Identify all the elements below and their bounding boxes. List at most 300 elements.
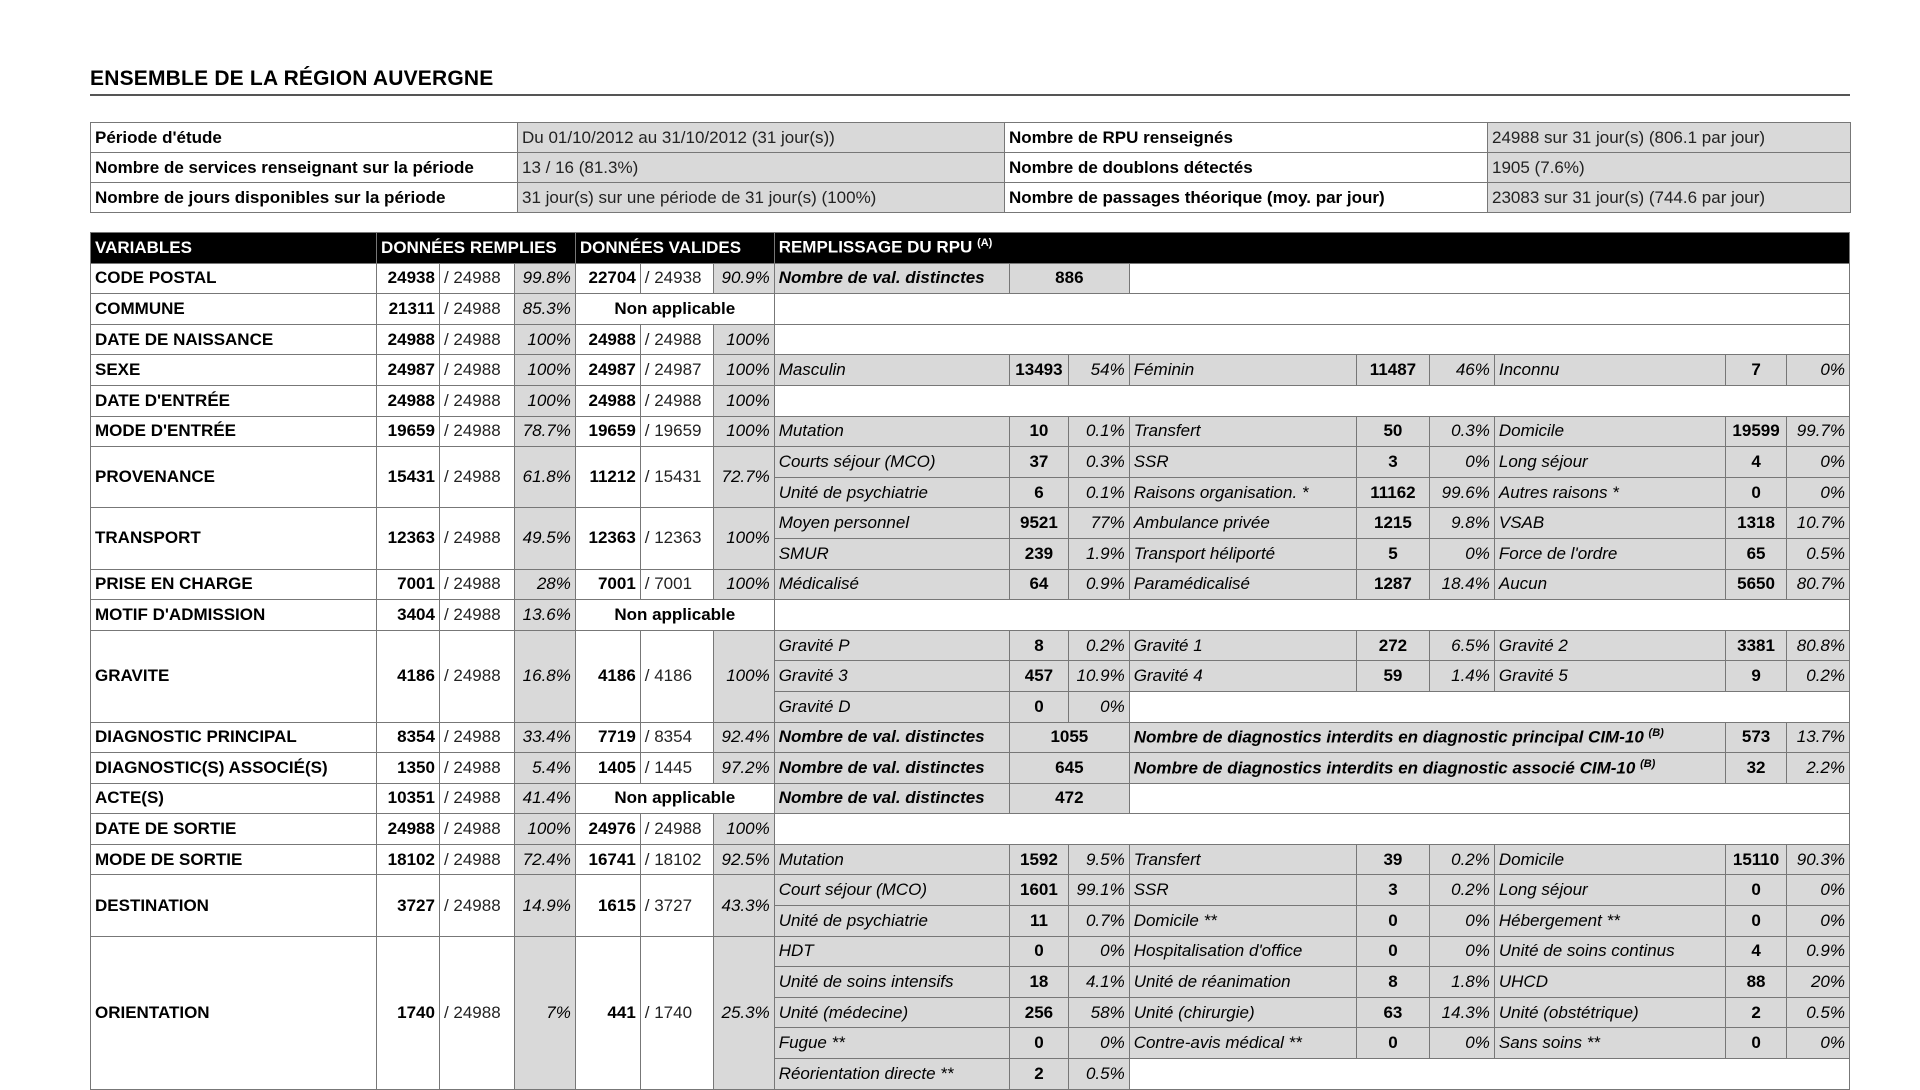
- filled-total: / 24988: [439, 783, 514, 814]
- table-row: [91, 447, 1850, 478]
- category-label: Unité de psychiatrie: [774, 477, 1009, 508]
- empty-cell: [774, 600, 1849, 631]
- filled-percent: 49.5%: [515, 508, 576, 569]
- category-percent: 99.6%: [1429, 477, 1494, 508]
- category-label: Transfert: [1129, 844, 1356, 875]
- valid-percent: 25.3%: [713, 936, 774, 1089]
- filled-percent: 33.4%: [515, 722, 576, 753]
- valid-percent: 100%: [713, 385, 774, 416]
- valid-total: / 15431: [640, 447, 713, 508]
- filled-count: 18102: [377, 844, 440, 875]
- category-count: 5650: [1726, 569, 1787, 600]
- variable-name: CODE POSTAL: [91, 263, 377, 294]
- category-count: 0: [1010, 1028, 1069, 1059]
- filled-percent: 16.8%: [515, 630, 576, 722]
- summary-value: 24988 sur 31 jour(s) (806.1 par jour): [1488, 123, 1851, 153]
- variable-name: PRISE EN CHARGE: [91, 569, 377, 600]
- category-percent: 0.3%: [1429, 416, 1494, 447]
- summary-value: 1905 (7.6%): [1488, 153, 1851, 183]
- category-label: Court séjour (MCO): [774, 875, 1009, 906]
- category-count: 63: [1356, 997, 1429, 1028]
- category-percent: 0%: [1786, 477, 1849, 508]
- filled-percent: 41.4%: [515, 783, 576, 814]
- valid-count: 4186: [575, 630, 640, 722]
- summary-key: Période d'étude: [91, 123, 518, 153]
- filled-percent: 100%: [515, 385, 576, 416]
- category-label: Long séjour: [1494, 447, 1725, 478]
- variable-name: DIAGNOSTIC(S) ASSOCIÉ(S): [91, 753, 377, 784]
- variable-name: COMMUNE: [91, 294, 377, 325]
- filled-total: / 24988: [439, 447, 514, 508]
- valid-percent: 100%: [713, 569, 774, 600]
- category-count: 9: [1726, 661, 1787, 692]
- empty-cell: [774, 814, 1849, 845]
- category-percent: 90.3%: [1786, 844, 1849, 875]
- category-label: Unité de soins intensifs: [774, 967, 1009, 998]
- valid-total: / 24988: [640, 814, 713, 845]
- category-label: Gravité D: [774, 691, 1009, 722]
- valid-total: / 3727: [640, 875, 713, 936]
- table-row: [91, 936, 1850, 967]
- category-label: Transport héliporté: [1129, 538, 1356, 569]
- category-label: Moyen personnel: [774, 508, 1009, 539]
- summary-row: [91, 183, 1851, 213]
- category-label: Raisons organisation. *: [1129, 477, 1356, 508]
- valid-total: / 1740: [640, 936, 713, 1089]
- footnote-marker: (B): [1640, 757, 1656, 770]
- filled-count: 3727: [377, 875, 440, 936]
- valid-total: / 18102: [640, 844, 713, 875]
- category-count: 9521: [1010, 508, 1069, 539]
- summary-value: 23083 sur 31 jour(s) (744.6 par jour): [1488, 183, 1851, 213]
- category-label: Domicile **: [1129, 906, 1356, 937]
- filled-total: / 24988: [439, 263, 514, 294]
- category-percent: 58%: [1068, 997, 1129, 1028]
- category-count: 8: [1010, 630, 1069, 661]
- variable-name: DATE DE SORTIE: [91, 814, 377, 845]
- filled-count: 24988: [377, 324, 440, 355]
- category-count: 0: [1356, 936, 1429, 967]
- filled-percent: 14.9%: [515, 875, 576, 936]
- filled-percent: 100%: [515, 324, 576, 355]
- filled-percent: 100%: [515, 355, 576, 386]
- valid-count: 7001: [575, 569, 640, 600]
- category-percent: 0%: [1429, 1028, 1494, 1059]
- category-count: 272: [1356, 630, 1429, 661]
- category-count: 15110: [1726, 844, 1787, 875]
- category-label: Gravité 4: [1129, 661, 1356, 692]
- filled-count: 24938: [377, 263, 440, 294]
- forbidden-diagnostics-text: Nombre de diagnostics interdits en diagnostic associé CIM-10: [1133, 758, 1636, 778]
- category-count: 0: [1726, 906, 1787, 937]
- category-percent: 0.2%: [1429, 875, 1494, 906]
- summary-key: Nombre de RPU renseignés: [1005, 123, 1488, 153]
- category-percent: 80.7%: [1786, 569, 1849, 600]
- distinct-values-label: Nombre de val. distinctes: [774, 263, 1009, 294]
- valid-count: 24988: [575, 385, 640, 416]
- summary-value: Du 01/10/2012 au 31/10/2012 (31 jour(s)): [518, 123, 1005, 153]
- summary-row: [91, 153, 1851, 183]
- category-count: 88: [1726, 967, 1787, 998]
- category-label: Mutation: [774, 416, 1009, 447]
- summary-key: Nombre de passages théorique (moy. par jour): [1005, 183, 1488, 213]
- valid-total: / 24988: [640, 324, 713, 355]
- category-count: 10: [1010, 416, 1069, 447]
- category-label: Hébergement **: [1494, 906, 1725, 937]
- category-label: Gravité 5: [1494, 661, 1725, 692]
- variables-table: [90, 232, 1850, 1090]
- filled-count: 24988: [377, 814, 440, 845]
- header-donnees-valides: DONNÉES VALIDES: [575, 233, 774, 264]
- not-applicable: Non applicable: [575, 600, 774, 631]
- valid-count: 24988: [575, 324, 640, 355]
- filled-total: / 24988: [439, 294, 514, 325]
- distinct-values-label: Nombre de val. distinctes: [774, 753, 1009, 784]
- category-count: 4: [1726, 447, 1787, 478]
- header-remplissage: REMPLISSAGE DU RPU $^{(A)}$: [774, 233, 1849, 264]
- valid-count: 22704: [575, 263, 640, 294]
- filled-total: / 24988: [439, 324, 514, 355]
- table-row: [91, 294, 1850, 325]
- distinct-values-count: 1055: [1010, 722, 1130, 753]
- category-count: 8: [1356, 967, 1429, 998]
- filled-percent: 5.4%: [515, 753, 576, 784]
- category-count: 1601: [1010, 875, 1069, 906]
- filled-count: 15431: [377, 447, 440, 508]
- category-count: 1592: [1010, 844, 1069, 875]
- category-count: 59: [1356, 661, 1429, 692]
- category-label: Réorientation directe **: [774, 1059, 1009, 1090]
- table-row: [91, 324, 1850, 355]
- filled-total: / 24988: [439, 722, 514, 753]
- table-row: [91, 814, 1850, 845]
- category-percent: 1.9%: [1068, 538, 1129, 569]
- forbidden-diagnostics-count: 32: [1726, 753, 1787, 784]
- filled-count: 10351: [377, 783, 440, 814]
- footnote-marker: (B): [1648, 726, 1664, 739]
- category-count: 4: [1726, 936, 1787, 967]
- category-percent: 0%: [1429, 538, 1494, 569]
- distinct-values-label: Nombre de val. distinctes: [774, 722, 1009, 753]
- category-count: 0: [1726, 1028, 1787, 1059]
- category-label: SMUR: [774, 538, 1009, 569]
- filled-total: / 24988: [439, 844, 514, 875]
- variable-name: ACTE(S): [91, 783, 377, 814]
- filled-count: 7001: [377, 569, 440, 600]
- category-percent: 0%: [1786, 875, 1849, 906]
- category-count: 18: [1010, 967, 1069, 998]
- filled-percent: 85.3%: [515, 294, 576, 325]
- valid-count: 1405: [575, 753, 640, 784]
- category-label: Long séjour: [1494, 875, 1725, 906]
- category-label: Sans soins **: [1494, 1028, 1725, 1059]
- category-percent: 0%: [1068, 1028, 1129, 1059]
- table-row: [91, 355, 1850, 386]
- table-row: [91, 569, 1850, 600]
- valid-count: 19659: [575, 416, 640, 447]
- category-percent: 0%: [1429, 906, 1494, 937]
- table-header-row: [91, 233, 1850, 264]
- category-count: 64: [1010, 569, 1069, 600]
- category-percent: 0.5%: [1786, 538, 1849, 569]
- variable-name: MOTIF D'ADMISSION: [91, 600, 377, 631]
- filled-count: 1740: [377, 936, 440, 1089]
- valid-percent: 43.3%: [713, 875, 774, 936]
- category-percent: 0.3%: [1068, 447, 1129, 478]
- table-row: [91, 508, 1850, 539]
- category-label: Transfert: [1129, 416, 1356, 447]
- filled-total: / 24988: [439, 814, 514, 845]
- category-percent: 0.1%: [1068, 477, 1129, 508]
- category-percent: 4.1%: [1068, 967, 1129, 998]
- filled-count: 8354: [377, 722, 440, 753]
- category-percent: 0.5%: [1786, 997, 1849, 1028]
- filled-total: / 24988: [439, 569, 514, 600]
- valid-total: / 4186: [640, 630, 713, 722]
- category-percent: 0%: [1429, 447, 1494, 478]
- valid-total: / 7001: [640, 569, 713, 600]
- category-label: Mutation: [774, 844, 1009, 875]
- filled-percent: 28%: [515, 569, 576, 600]
- empty-cell: [1129, 263, 1849, 294]
- category-percent: 0.5%: [1068, 1059, 1129, 1090]
- filled-percent: 99.8%: [515, 263, 576, 294]
- table-row: [91, 263, 1850, 294]
- distinct-values-count: 886: [1010, 263, 1130, 294]
- valid-total: / 19659: [640, 416, 713, 447]
- category-count: 50: [1356, 416, 1429, 447]
- category-label: Inconnu: [1494, 355, 1725, 386]
- valid-percent: 72.7%: [713, 447, 774, 508]
- category-count: 39: [1356, 844, 1429, 875]
- filled-percent: 72.4%: [515, 844, 576, 875]
- valid-total: / 24987: [640, 355, 713, 386]
- category-label: Contre-avis médical **: [1129, 1028, 1356, 1059]
- distinct-values-count: 645: [1010, 753, 1130, 784]
- table-row: [91, 783, 1850, 814]
- category-percent: 0.1%: [1068, 416, 1129, 447]
- summary-key: Nombre de jours disponibles sur la période: [91, 183, 518, 213]
- valid-percent: 92.5%: [713, 844, 774, 875]
- filled-percent: 100%: [515, 814, 576, 845]
- category-percent: 20%: [1786, 967, 1849, 998]
- category-percent: 46%: [1429, 355, 1494, 386]
- summary-value: 31 jour(s) sur une période de 31 jour(s) (100%): [518, 183, 1005, 213]
- category-label: Fugue **: [774, 1028, 1009, 1059]
- empty-cell: [774, 385, 1849, 416]
- category-percent: 0.2%: [1786, 661, 1849, 692]
- category-percent: 99.1%: [1068, 875, 1129, 906]
- not-applicable: Non applicable: [575, 294, 774, 325]
- valid-percent: 90.9%: [713, 263, 774, 294]
- filled-count: 3404: [377, 600, 440, 631]
- filled-total: / 24988: [439, 936, 514, 1089]
- category-percent: 1.4%: [1429, 661, 1494, 692]
- category-label: Unité de soins continus: [1494, 936, 1725, 967]
- valid-percent: 100%: [713, 324, 774, 355]
- forbidden-diagnostics-text: Nombre de diagnostics interdits en diagnostic principal CIM-10: [1133, 727, 1644, 747]
- category-count: 457: [1010, 661, 1069, 692]
- category-percent: 9.5%: [1068, 844, 1129, 875]
- category-label: Médicalisé: [774, 569, 1009, 600]
- empty-cell: [1129, 1059, 1849, 1090]
- variable-name: ORIENTATION: [91, 936, 377, 1089]
- summary-key: Nombre de services renseignant sur la période: [91, 153, 518, 183]
- filled-total: / 24988: [439, 753, 514, 784]
- filled-total: / 24988: [439, 385, 514, 416]
- category-percent: 0.2%: [1429, 844, 1494, 875]
- valid-count: 1615: [575, 875, 640, 936]
- valid-percent: 100%: [713, 416, 774, 447]
- valid-percent: 100%: [713, 355, 774, 386]
- category-percent: 14.3%: [1429, 997, 1494, 1028]
- distinct-values-count: 472: [1010, 783, 1130, 814]
- category-label: Domicile: [1494, 844, 1725, 875]
- category-count: 65: [1726, 538, 1787, 569]
- filled-count: 19659: [377, 416, 440, 447]
- variable-name: TRANSPORT: [91, 508, 377, 569]
- empty-cell: [1129, 783, 1849, 814]
- header-donnees-remplies: DONNÉES REMPLIES: [377, 233, 576, 264]
- category-percent: 1.8%: [1429, 967, 1494, 998]
- category-label: Unité (chirurgie): [1129, 997, 1356, 1028]
- category-count: 7: [1726, 355, 1787, 386]
- variable-name: MODE D'ENTRÉE: [91, 416, 377, 447]
- filled-total: / 24988: [439, 416, 514, 447]
- category-label: Féminin: [1129, 355, 1356, 386]
- table-row: [91, 385, 1850, 416]
- category-count: 2: [1726, 997, 1787, 1028]
- category-count: 3381: [1726, 630, 1787, 661]
- variable-name: DATE DE NAISSANCE: [91, 324, 377, 355]
- category-count: 1215: [1356, 508, 1429, 539]
- not-applicable: Non applicable: [575, 783, 774, 814]
- title-divider: [90, 94, 1850, 96]
- forbidden-diagnostics-label: [1129, 753, 1725, 784]
- category-percent: 18.4%: [1429, 569, 1494, 600]
- filled-total: / 24988: [439, 600, 514, 631]
- category-count: 1318: [1726, 508, 1787, 539]
- category-label: Unité (obstétrique): [1494, 997, 1725, 1028]
- category-percent: 0%: [1786, 355, 1849, 386]
- category-percent: 77%: [1068, 508, 1129, 539]
- filled-percent: 61.8%: [515, 447, 576, 508]
- category-count: 37: [1010, 447, 1069, 478]
- filled-count: 24987: [377, 355, 440, 386]
- valid-count: 16741: [575, 844, 640, 875]
- forbidden-diagnostics-label: [1129, 722, 1725, 753]
- category-count: 0: [1726, 875, 1787, 906]
- category-count: 13493: [1010, 355, 1069, 386]
- category-percent: 0%: [1786, 447, 1849, 478]
- filled-count: 4186: [377, 630, 440, 722]
- category-count: 239: [1010, 538, 1069, 569]
- category-count: 11162: [1356, 477, 1429, 508]
- category-count: 11: [1010, 906, 1069, 937]
- filled-count: 1350: [377, 753, 440, 784]
- valid-percent: 100%: [713, 508, 774, 569]
- variable-name: MODE DE SORTIE: [91, 844, 377, 875]
- category-percent: 0%: [1068, 691, 1129, 722]
- empty-cell: [774, 294, 1849, 325]
- category-label: Unité de psychiatrie: [774, 906, 1009, 937]
- valid-total: / 24938: [640, 263, 713, 294]
- category-count: 5: [1356, 538, 1429, 569]
- category-percent: 0.9%: [1068, 569, 1129, 600]
- category-label: HDT: [774, 936, 1009, 967]
- category-label: Paramédicalisé: [1129, 569, 1356, 600]
- page-title: ENSEMBLE DE LA RÉGION AUVERGNE: [90, 67, 494, 90]
- valid-count: 7719: [575, 722, 640, 753]
- category-count: 0: [1356, 906, 1429, 937]
- filled-percent: 7%: [515, 936, 576, 1089]
- category-percent: 9.8%: [1429, 508, 1494, 539]
- category-percent: 99.7%: [1786, 416, 1849, 447]
- valid-count: 24987: [575, 355, 640, 386]
- category-label: SSR: [1129, 447, 1356, 478]
- category-percent: 0.7%: [1068, 906, 1129, 937]
- valid-count: 441: [575, 936, 640, 1089]
- category-label: Hospitalisation d'office: [1129, 936, 1356, 967]
- category-percent: 0.9%: [1786, 936, 1849, 967]
- category-percent: 0%: [1429, 936, 1494, 967]
- variable-name: DESTINATION: [91, 875, 377, 936]
- category-count: 256: [1010, 997, 1069, 1028]
- category-label: Gravité P: [774, 630, 1009, 661]
- valid-count: 12363: [575, 508, 640, 569]
- table-row: [91, 600, 1850, 631]
- forbidden-diagnostics-percent: 13.7%: [1786, 722, 1849, 753]
- category-label: Masculin: [774, 355, 1009, 386]
- category-count: 0: [1010, 936, 1069, 967]
- category-label: Aucun: [1494, 569, 1725, 600]
- category-count: 19599: [1726, 416, 1787, 447]
- summary-value: 13 / 16 (81.3%): [518, 153, 1005, 183]
- forbidden-diagnostics-percent: 2.2%: [1786, 753, 1849, 784]
- valid-percent: 100%: [713, 630, 774, 722]
- filled-total: / 24988: [439, 875, 514, 936]
- category-count: 0: [1010, 691, 1069, 722]
- category-label: Courts séjour (MCO): [774, 447, 1009, 478]
- valid-total: / 24988: [640, 385, 713, 416]
- table-row: [91, 722, 1850, 753]
- filled-total: / 24988: [439, 630, 514, 722]
- variable-name: DATE D'ENTRÉE: [91, 385, 377, 416]
- valid-count: 11212: [575, 447, 640, 508]
- category-percent: 10.7%: [1786, 508, 1849, 539]
- category-label: VSAB: [1494, 508, 1725, 539]
- valid-percent: 92.4%: [713, 722, 774, 753]
- category-label: Autres raisons *: [1494, 477, 1725, 508]
- category-label: Domicile: [1494, 416, 1725, 447]
- category-count: 1287: [1356, 569, 1429, 600]
- valid-percent: 100%: [713, 814, 774, 845]
- category-percent: 10.9%: [1068, 661, 1129, 692]
- summary-row: [91, 123, 1851, 153]
- category-count: 2: [1010, 1059, 1069, 1090]
- valid-total: / 1445: [640, 753, 713, 784]
- filled-count: 12363: [377, 508, 440, 569]
- filled-percent: 13.6%: [515, 600, 576, 631]
- category-count: 3: [1356, 875, 1429, 906]
- category-label: Gravité 3: [774, 661, 1009, 692]
- category-label: Unité (médecine): [774, 997, 1009, 1028]
- category-label: Gravité 1: [1129, 630, 1356, 661]
- filled-count: 24988: [377, 385, 440, 416]
- category-label: Force de l'ordre: [1494, 538, 1725, 569]
- forbidden-diagnostics-count: 573: [1726, 722, 1787, 753]
- category-percent: 0%: [1786, 1028, 1849, 1059]
